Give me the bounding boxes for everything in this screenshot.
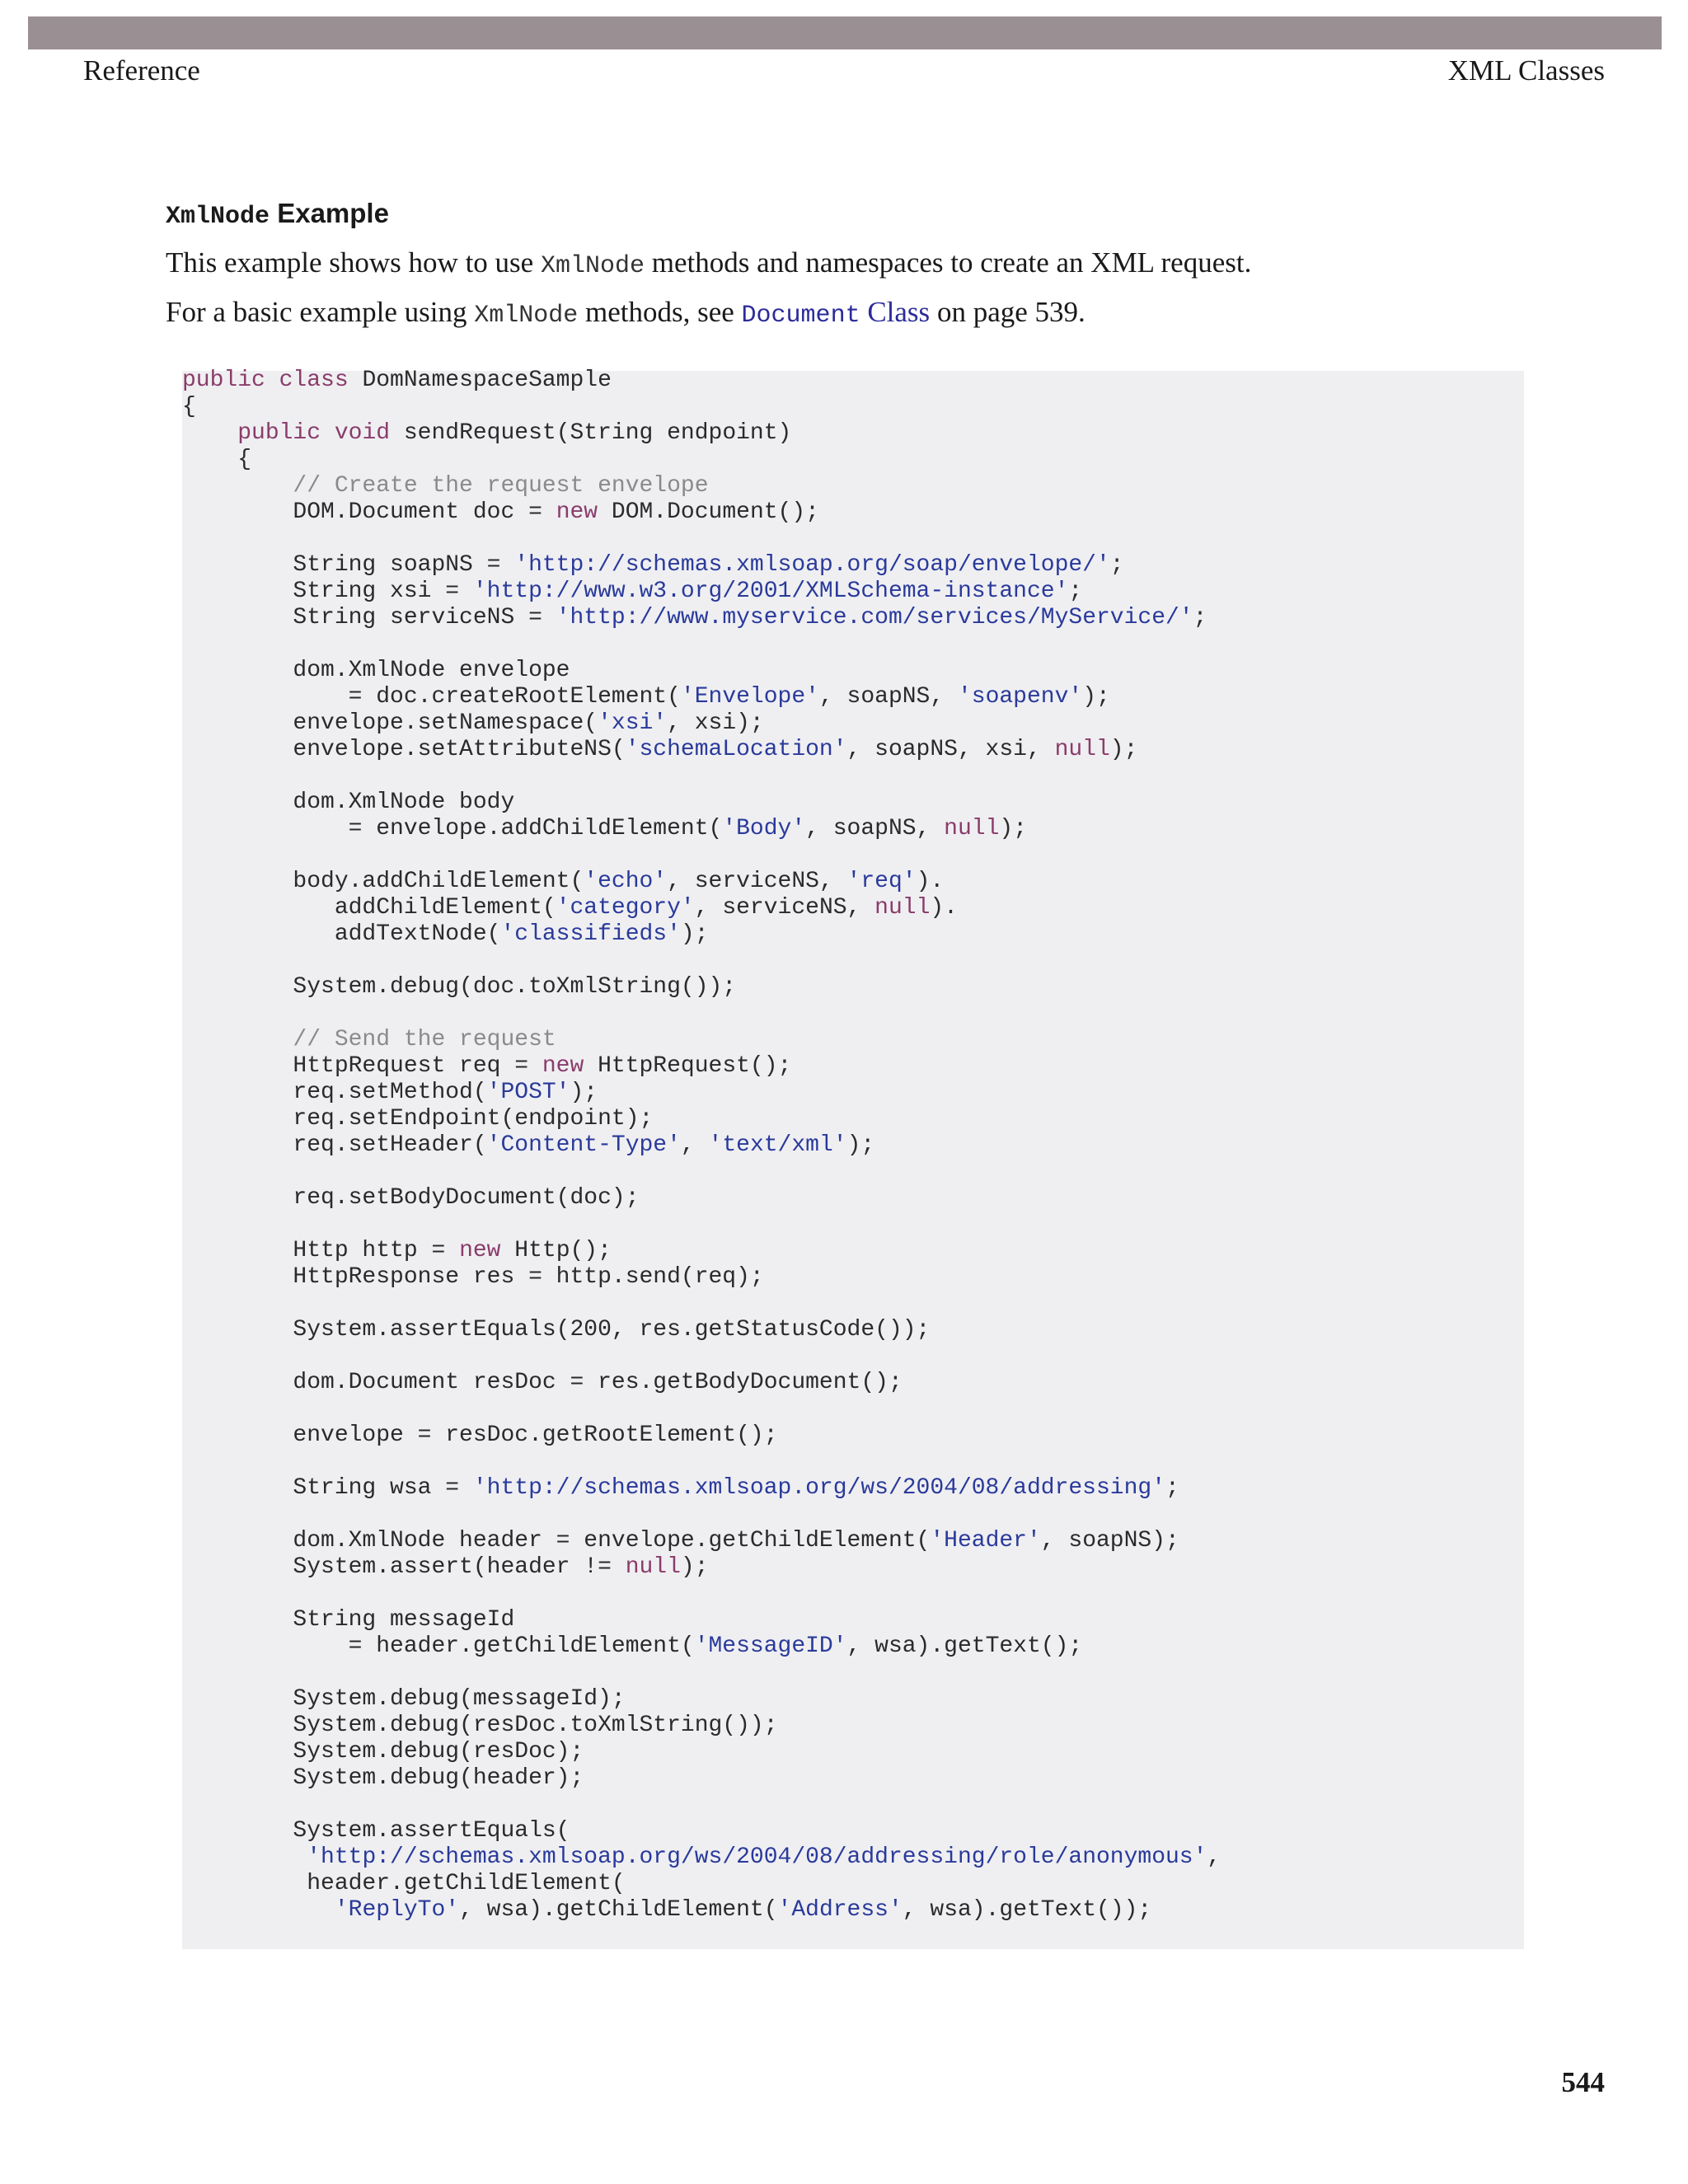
intro-paragraph — [166, 246, 1251, 281]
code-line — [182, 579, 1221, 605]
code-line — [182, 974, 1221, 1001]
code-token: null — [625, 1554, 681, 1580]
code-token: 'Content-Type' — [486, 1132, 681, 1158]
code-line — [182, 1370, 1221, 1396]
code-line — [182, 1844, 1221, 1871]
code-token: Http http = — [182, 1238, 460, 1263]
code-token: 'Body' — [722, 816, 806, 841]
code-line — [182, 1317, 1221, 1343]
code-token: dom.XmlNode envelope — [182, 658, 570, 683]
code-token: { — [182, 394, 196, 419]
code-line — [182, 684, 1221, 710]
code-token: addTextNode( — [182, 921, 501, 947]
code-line — [182, 526, 1221, 552]
code-line — [182, 1080, 1221, 1106]
code-line — [182, 1633, 1221, 1660]
page-number: 544 — [1561, 2066, 1605, 2098]
code-line — [182, 1027, 1221, 1053]
code-line — [182, 1765, 1221, 1792]
code-token: new — [556, 499, 598, 525]
code-token: ); — [1082, 684, 1110, 710]
code-line — [182, 1106, 1221, 1132]
code-token: ). — [930, 895, 958, 921]
code-token: null — [944, 816, 1000, 841]
code-token: ); — [680, 1554, 709, 1580]
code-line — [182, 394, 1221, 420]
code-token: = envelope.addChildElement( — [182, 816, 723, 841]
reference-paragraph — [166, 295, 1085, 330]
code-line — [182, 368, 1221, 394]
code-token: 'Header' — [930, 1528, 1041, 1554]
code-token: 'category' — [556, 895, 695, 921]
ref-text-2: methods, see — [578, 296, 742, 328]
code-line — [182, 1739, 1221, 1765]
code-token: 'Address' — [777, 1897, 903, 1923]
code-token: 'req' — [846, 869, 917, 894]
code-token: new — [542, 1053, 584, 1079]
code-token: String xsi = — [182, 579, 473, 604]
code-token: envelope = resDoc.getRootElement(); — [182, 1422, 778, 1448]
code-line — [182, 1212, 1221, 1238]
code-token: System.debug(header); — [182, 1765, 584, 1791]
code-token: dom.XmlNode body — [182, 790, 515, 815]
code-line — [182, 948, 1221, 974]
code-line — [182, 605, 1221, 631]
code-token: null — [1054, 737, 1110, 762]
document-class-link-text[interactable]: Class — [860, 296, 931, 328]
code-token: String messageId — [182, 1607, 515, 1633]
document-class-link[interactable] — [742, 296, 931, 328]
code-line — [182, 737, 1221, 763]
code-token: System.assert(header != — [182, 1554, 626, 1580]
code-token: ; — [1193, 605, 1207, 630]
intro-code: XmlNode — [540, 252, 645, 280]
code-line — [182, 1185, 1221, 1212]
code-line — [182, 420, 1221, 447]
code-token: , soapNS); — [1040, 1528, 1179, 1554]
code-token: req.setBodyDocument(doc); — [182, 1185, 640, 1211]
code-token: HttpRequest(); — [584, 1053, 792, 1079]
code-line — [182, 1528, 1221, 1554]
code-token: ; — [1165, 1475, 1179, 1501]
section-title-code: XmlNode — [166, 203, 270, 231]
code-line — [182, 1159, 1221, 1185]
code-line — [182, 1396, 1221, 1422]
document-class-link-code[interactable]: Document — [741, 302, 860, 330]
code-token: DOM.Document(); — [598, 499, 819, 525]
code-token: System.assertEquals(200, res.getStatusCode()); — [182, 1317, 931, 1343]
code-line — [182, 1449, 1221, 1475]
code-line — [182, 447, 1221, 473]
code-token: sendRequest(String endpoint) — [390, 420, 792, 446]
code-line — [182, 1660, 1221, 1686]
code-token: , soapNS, xsi, — [846, 737, 1055, 762]
code-line — [182, 921, 1221, 948]
code-token: ; — [1109, 552, 1124, 578]
code-token: 'text/xml' — [708, 1132, 847, 1158]
code-line — [182, 552, 1221, 579]
code-token: 'http://www.myservice.com/services/MyService/' — [556, 605, 1193, 630]
code-token: Http(); — [500, 1238, 612, 1263]
code-token: System.assertEquals( — [182, 1818, 570, 1844]
code-token: 'MessageID' — [694, 1633, 847, 1659]
code-line — [182, 763, 1221, 790]
ref-text-1: For a basic example using — [166, 296, 475, 328]
code-token: { — [182, 447, 252, 472]
code-line — [182, 1502, 1221, 1528]
ref-text-3: on page 539. — [930, 296, 1085, 328]
code-token: System.debug(resDoc); — [182, 1739, 584, 1765]
code-token: header.getChildElement( — [182, 1871, 626, 1896]
code-line — [182, 1897, 1221, 1924]
code-token: ); — [680, 921, 709, 947]
code-token: , soapNS, — [818, 684, 958, 710]
code-line — [182, 658, 1221, 684]
code-line — [182, 895, 1221, 921]
code-line — [182, 1291, 1221, 1317]
intro-text-2: methods and namespaces to create an XML request. — [644, 246, 1252, 279]
code-line — [182, 1238, 1221, 1264]
code-line — [182, 1581, 1221, 1607]
code-line — [182, 1607, 1221, 1633]
code-line — [182, 710, 1221, 737]
code-token: HttpRequest req = — [182, 1053, 542, 1079]
code-line — [182, 1053, 1221, 1080]
code-token — [182, 420, 237, 446]
code-token: System.debug(doc.toXmlString()); — [182, 974, 737, 1000]
code-line — [182, 1713, 1221, 1739]
code-token: 'http://www.w3.org/2001/XMLSchema-instance' — [472, 579, 1069, 604]
code-token: ). — [916, 869, 945, 894]
code-token: , serviceNS, — [694, 895, 875, 921]
code-token: req.setHeader( — [182, 1132, 487, 1158]
code-token: req.setMethod( — [182, 1080, 487, 1105]
code-line — [182, 1792, 1221, 1818]
code-line — [182, 631, 1221, 658]
running-header-left: Reference — [83, 54, 200, 87]
code-token: 'http://schemas.xmlsoap.org/ws/2004/08/addressing' — [472, 1475, 1165, 1501]
code-token — [182, 1897, 335, 1923]
code-token: public void — [237, 420, 391, 446]
code-token: System.debug(messageId); — [182, 1686, 626, 1712]
code-token: null — [874, 895, 931, 921]
code-token: // Create the request envelope — [182, 473, 709, 499]
code-block — [182, 368, 1221, 1924]
code-line — [182, 1132, 1221, 1159]
code-token: envelope.setAttributeNS( — [182, 737, 626, 762]
code-token: ); — [1109, 737, 1138, 762]
code-token: dom.XmlNode header = envelope.getChildElement( — [182, 1528, 931, 1554]
running-header-right: XML Classes — [1447, 54, 1605, 87]
code-line — [182, 869, 1221, 895]
code-token: 'classifieds' — [500, 921, 681, 947]
code-token: body.addChildElement( — [182, 869, 584, 894]
code-token: dom.Document resDoc = res.getBodyDocument(); — [182, 1370, 903, 1395]
code-token: HttpResponse res = http.send(req); — [182, 1264, 764, 1290]
code-token: 'http://schemas.xmlsoap.org/soap/envelope/' — [514, 552, 1110, 578]
code-token — [182, 1844, 307, 1870]
code-token: String wsa = — [182, 1475, 473, 1501]
code-token: new — [459, 1238, 501, 1263]
ref-code: XmlNode — [474, 302, 579, 330]
code-token: ; — [1068, 579, 1083, 604]
code-line — [182, 473, 1221, 499]
code-token: 'echo' — [584, 869, 668, 894]
code-token: addChildElement( — [182, 895, 556, 921]
code-token: String soapNS = — [182, 552, 515, 578]
code-token: public class — [182, 368, 349, 393]
code-token: 'schemaLocation' — [625, 737, 847, 762]
code-token: , xsi); — [667, 710, 764, 736]
code-token: , — [1207, 1844, 1221, 1870]
code-token: , wsa).getText()); — [902, 1897, 1152, 1923]
code-token: ); — [846, 1132, 875, 1158]
code-token: ); — [570, 1080, 598, 1105]
code-token: ); — [999, 816, 1027, 841]
top-bar — [28, 16, 1662, 49]
code-line — [182, 1554, 1221, 1581]
code-token: , — [680, 1132, 709, 1158]
section-title-text: Example — [270, 198, 389, 228]
code-line — [182, 1686, 1221, 1713]
code-line — [182, 1818, 1221, 1844]
code-token: , wsa).getChildElement( — [459, 1897, 778, 1923]
code-token: req.setEndpoint(endpoint); — [182, 1106, 654, 1132]
code-token: 'Envelope' — [680, 684, 819, 710]
code-token: , wsa).getText(); — [846, 1633, 1083, 1659]
code-line — [182, 1264, 1221, 1291]
code-token: , soapNS, — [805, 816, 945, 841]
code-token: DOM.Document doc = — [182, 499, 556, 525]
intro-text-1: This example shows how to use — [166, 246, 541, 279]
section-title — [166, 198, 389, 231]
code-line — [182, 1343, 1221, 1370]
code-token: 'ReplyTo' — [334, 1897, 460, 1923]
code-line — [182, 842, 1221, 869]
code-token: DomNamespaceSample — [348, 368, 612, 393]
code-line — [182, 1422, 1221, 1449]
code-line — [182, 1475, 1221, 1502]
code-line — [182, 816, 1221, 842]
code-token: = header.getChildElement( — [182, 1633, 695, 1659]
code-line — [182, 499, 1221, 526]
code-line — [182, 790, 1221, 816]
code-token: 'xsi' — [598, 710, 668, 736]
code-token: envelope.setNamespace( — [182, 710, 598, 736]
code-token: String serviceNS = — [182, 605, 556, 630]
code-token: 'soapenv' — [957, 684, 1083, 710]
code-token: 'POST' — [486, 1080, 570, 1105]
code-token: 'http://schemas.xmlsoap.org/ws/2004/08/addressing/role/anonymous' — [307, 1844, 1207, 1870]
code-token: , serviceNS, — [667, 869, 847, 894]
code-token: // Send the request — [182, 1027, 556, 1052]
code-line — [182, 1871, 1221, 1897]
code-token: = doc.createRootElement( — [182, 684, 681, 710]
code-token: System.debug(resDoc.toXmlString()); — [182, 1713, 778, 1738]
code-line — [182, 1001, 1221, 1027]
